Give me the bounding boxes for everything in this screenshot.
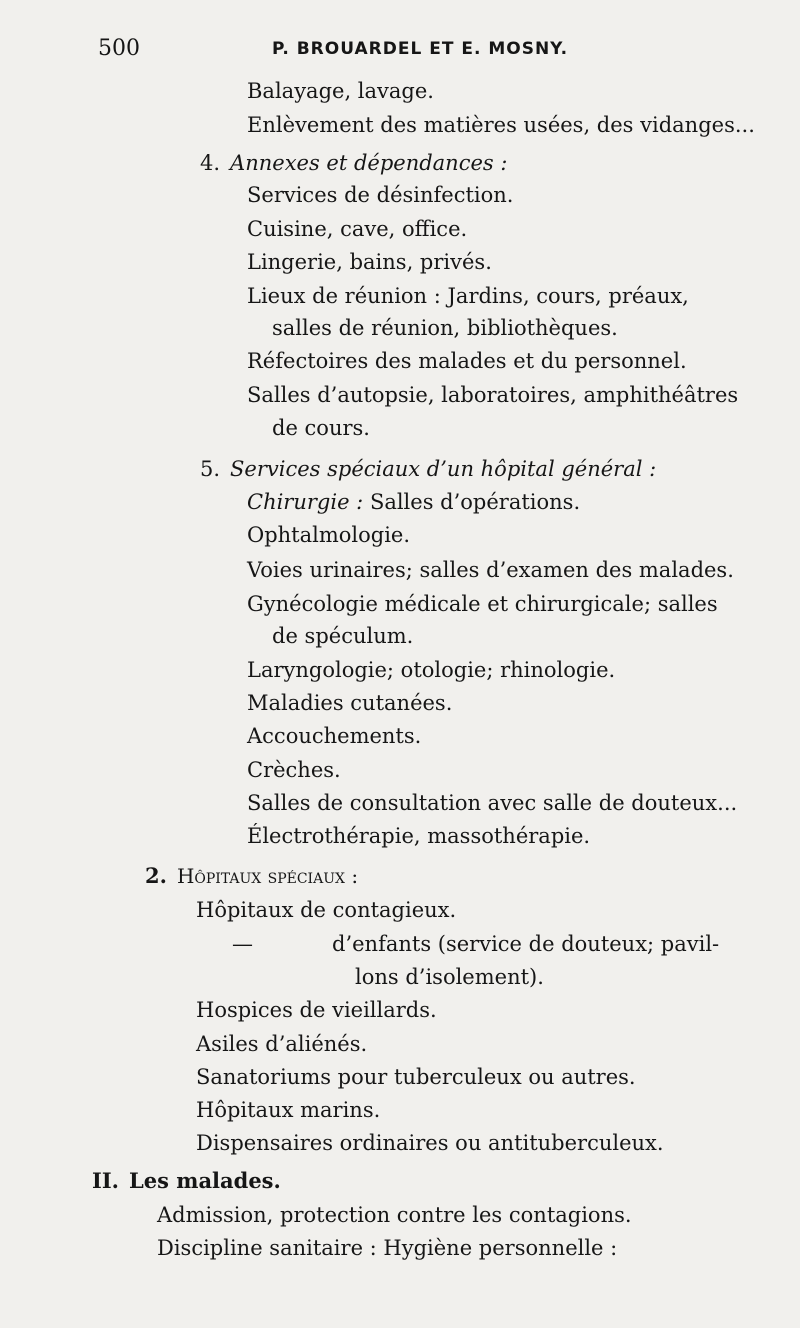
section-heading-II	[92, 1166, 281, 1196]
ditto-dash: —	[232, 932, 253, 956]
text-line: Dispensaires ordinaires ou antituberculeux.	[196, 1131, 664, 1155]
text-line: Sanatoriums pour tuberculeux ou autres.	[196, 1065, 636, 1089]
text-line: lons d’isolement).	[355, 965, 544, 989]
text-line: Asiles d’aliénés.	[196, 1032, 368, 1056]
text-line: Salles d’autopsie, laboratoires, amphithéâtres	[247, 383, 739, 407]
text-line: Enlèvement des matières usées, des vidanges...	[247, 113, 755, 137]
text-line: salles de réunion, bibliothèques.	[272, 316, 618, 340]
text: Salles d’opérations.	[369, 490, 581, 514]
text-line: de cours.	[272, 416, 370, 440]
section-number: 5.	[200, 457, 221, 481]
text-line: Voies urinaires; salles d’examen des malades.	[247, 558, 734, 582]
text-line: Balayage, lavage.	[247, 79, 434, 103]
section-heading-5	[200, 454, 656, 484]
text-line: Réfectoires des malades et du personnel.	[247, 349, 687, 373]
text-line: de spéculum.	[272, 624, 414, 648]
text-line: Hôpitaux de contagieux.	[196, 898, 457, 922]
text-line: Ophtalmologie.	[247, 523, 411, 547]
section-heading-4	[200, 148, 507, 178]
section-number: II.	[92, 1168, 119, 1193]
text-line: Laryngologie; otologie; rhinologie.	[247, 658, 616, 682]
text-line	[232, 929, 719, 959]
text-line: Lingerie, bains, privés.	[247, 250, 492, 274]
text-line: Cuisine, cave, office.	[247, 217, 468, 241]
text-line: Gynécologie médicale et chirurgicale; salles	[247, 592, 718, 616]
text-line: Services de désinfection.	[247, 183, 514, 207]
text-line: Salles de consultation avec salle de douteux...	[247, 791, 738, 815]
section-number: 2.	[145, 863, 167, 888]
text-line: Accouchements.	[247, 724, 422, 748]
text-line: Lieux de réunion : Jardins, cours, préaux,	[247, 284, 689, 308]
text-line	[247, 487, 580, 517]
text-line: Crèches.	[247, 758, 341, 782]
section-heading-2	[145, 861, 358, 891]
text-line: Maladies cutanées.	[247, 691, 453, 715]
text-line: Admission, protection contre les contagions.	[157, 1203, 632, 1227]
text-line: Hôpitaux marins.	[196, 1098, 381, 1122]
section-number: 4.	[200, 151, 221, 175]
text-line: Discipline sanitaire : Hygiène personnelle :	[157, 1236, 618, 1260]
running-head: P. BROUARDEL ET E. MOSNY.	[272, 39, 569, 59]
text: d’enfants (service de douteux; pavil-	[332, 932, 720, 956]
text-line: Électrothérapie, massothérapie.	[247, 824, 591, 848]
page-header	[0, 36, 800, 66]
section-title: Les malades.	[128, 1168, 281, 1193]
subheading: Chirurgie :	[247, 490, 364, 514]
section-title: Services spéciaux d’un hôpital général :	[230, 457, 657, 481]
text-line: Hospices de vieillards.	[196, 998, 437, 1022]
section-title: Hôpitaux spéciaux :	[176, 864, 359, 888]
section-title: Annexes et dépendances :	[230, 151, 508, 175]
page-number: 500	[98, 36, 140, 61]
